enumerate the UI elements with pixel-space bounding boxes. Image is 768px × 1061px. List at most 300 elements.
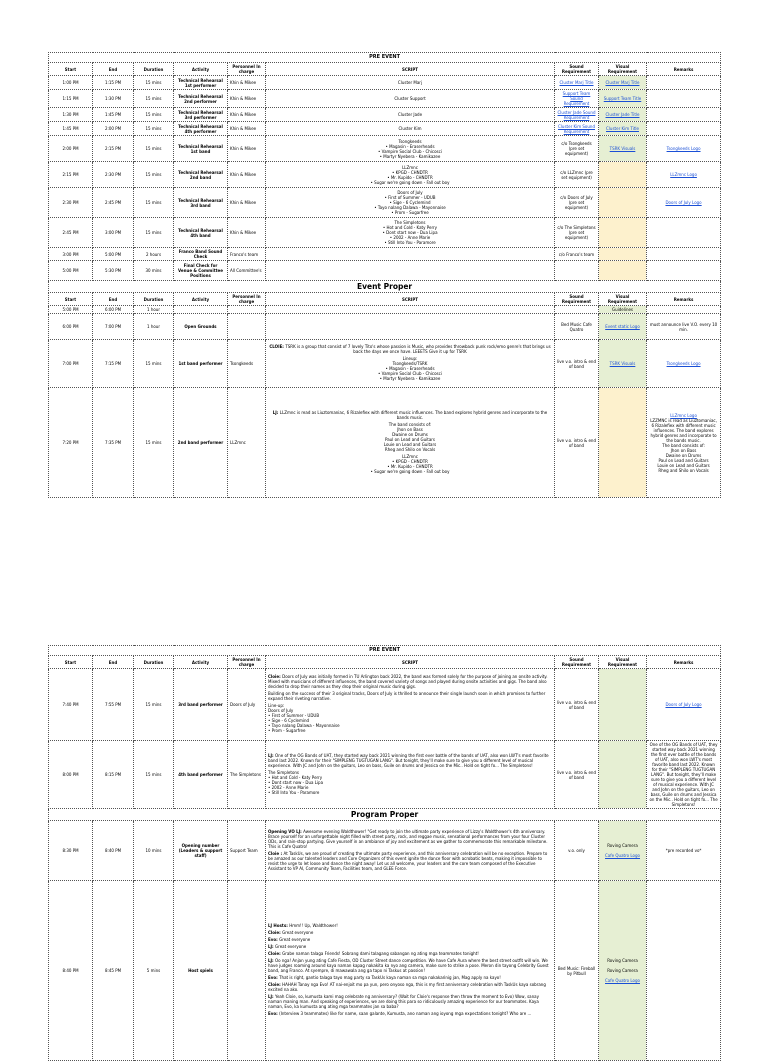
table-row bbox=[49, 314, 721, 340]
sound-cell bbox=[555, 261, 599, 281]
speaker-label: Cloie: bbox=[268, 930, 283, 936]
script-cell bbox=[266, 218, 555, 248]
speaker-label: Cloie: bbox=[268, 951, 283, 957]
cell-line: 15 mins bbox=[145, 146, 162, 151]
remarks-link[interactable]: LLZmnc Logo bbox=[670, 172, 697, 177]
remarks-cell bbox=[647, 340, 721, 388]
script-line: Doors of July bbox=[268, 708, 294, 713]
duration-cell bbox=[134, 108, 174, 122]
visual-link[interactable]: TSRK Visuals bbox=[609, 146, 636, 151]
speaker-label: LJ Hosts: bbox=[268, 923, 290, 929]
start-time-cell bbox=[49, 76, 93, 90]
script-paragraph bbox=[268, 944, 552, 949]
column-header: Sound Requirement bbox=[555, 656, 599, 669]
sound-cell bbox=[555, 248, 599, 261]
activity-cell bbox=[174, 218, 228, 248]
script-paragraph bbox=[268, 982, 552, 992]
cell-line: • Sugar we're going down - Fall out boy bbox=[370, 179, 450, 185]
cell-line: 15 mins bbox=[145, 702, 162, 707]
script-line: • 2002 - Anne Marie bbox=[268, 784, 309, 790]
link-text[interactable]: Cluster Jade Sound Requirement bbox=[557, 109, 596, 120]
script-line: Louie on Lead and Guitars bbox=[383, 441, 437, 447]
cell-line: Khin & Mikee bbox=[230, 172, 257, 177]
cell-line: 1:15 PM bbox=[104, 80, 122, 85]
link-text[interactable]: Cluster Kim Sound Requirement bbox=[558, 123, 595, 134]
remarks-text: The band consists of: bbox=[662, 442, 705, 448]
activity-cell bbox=[174, 314, 228, 340]
script-paragraph bbox=[268, 691, 552, 701]
cell-line: 2 hours bbox=[145, 251, 162, 257]
sound-cell bbox=[555, 90, 599, 108]
sound-cell bbox=[555, 388, 599, 498]
remarks-cell bbox=[647, 122, 721, 136]
event-proper-row bbox=[49, 281, 721, 293]
cell-line: 15 mins bbox=[145, 112, 162, 117]
link-text[interactable]: Cluster Marj Title bbox=[559, 80, 594, 85]
cell-line: 6:00 PM bbox=[62, 324, 79, 330]
remarks-link[interactable]: Doors of July Logo bbox=[665, 702, 702, 707]
remarks-cell bbox=[647, 248, 721, 261]
personnel-cell bbox=[228, 881, 266, 1061]
visual-cell bbox=[599, 821, 647, 881]
visual-link[interactable]: Cluster Jade Title bbox=[605, 112, 640, 117]
remarks-text: Paul on Lead and Guitars bbox=[658, 457, 709, 463]
start-time-cell bbox=[49, 340, 93, 388]
column-header: SCRIPT bbox=[266, 656, 555, 669]
visual-link[interactable]: Cluster Marj Title bbox=[605, 80, 640, 85]
script-line: Paul on Lead and Guitars bbox=[384, 436, 436, 442]
remarks-cell bbox=[647, 108, 721, 122]
script-paragraph bbox=[268, 994, 552, 1009]
duration-cell bbox=[134, 881, 174, 1061]
end-time-cell bbox=[93, 388, 134, 498]
visual-link[interactable]: Event static Logo bbox=[605, 324, 640, 330]
visual-text: Roving Camera bbox=[607, 968, 638, 974]
script-line: • First of Summer - UDUB bbox=[268, 713, 320, 718]
cell-line: 3rd band performer bbox=[178, 702, 223, 707]
start-time-cell bbox=[49, 388, 93, 498]
end-time-cell bbox=[93, 881, 134, 1061]
cell-line: Khin & Mikee bbox=[230, 96, 257, 101]
script-paragraph bbox=[268, 1011, 552, 1016]
end-time-cell bbox=[93, 136, 134, 162]
table-row bbox=[49, 248, 721, 261]
visual-cell bbox=[599, 306, 647, 314]
visual-cell bbox=[599, 136, 647, 162]
table-row bbox=[49, 881, 721, 1061]
personnel-cell bbox=[228, 388, 266, 498]
script-cell bbox=[266, 90, 555, 108]
remarks-cell bbox=[647, 314, 721, 340]
personnel-cell bbox=[228, 821, 266, 881]
duration-cell bbox=[134, 821, 174, 881]
cell-line: 1:00 PM bbox=[62, 80, 79, 85]
cell-line: 2:45 PM bbox=[104, 200, 122, 205]
cell-line: 10 mins bbox=[145, 848, 162, 854]
script-line: The Simpletons bbox=[268, 769, 300, 775]
cell-line: • Hot and Cold - Katy Perry bbox=[382, 225, 438, 230]
cell-line: 5:30 PM bbox=[104, 268, 122, 273]
remarks-cell bbox=[647, 306, 721, 314]
activity-cell bbox=[174, 821, 228, 881]
start-time-cell bbox=[49, 162, 93, 188]
remarks-cell bbox=[647, 261, 721, 281]
duration-cell bbox=[134, 188, 174, 218]
cell-line: Technical Rehearsal 3rd band bbox=[178, 197, 223, 208]
script-cell bbox=[266, 122, 555, 136]
cell-line: • KPGD - CHNDTR bbox=[392, 169, 428, 175]
remarks-link[interactable]: Doors of July Logo bbox=[665, 200, 702, 205]
remarks-cell bbox=[647, 669, 721, 741]
script-paragraph bbox=[268, 454, 552, 474]
start-time-cell bbox=[49, 248, 93, 261]
script-line: Lineup: bbox=[402, 356, 418, 362]
script-cell bbox=[266, 821, 555, 881]
sound-cell bbox=[555, 122, 599, 136]
cell-line: Tsongkeeds bbox=[398, 138, 422, 144]
cell-line: Bed Music: Fireball by Pitbull bbox=[557, 965, 596, 976]
start-time-cell bbox=[49, 881, 93, 1061]
end-time-cell bbox=[93, 90, 134, 108]
start-time-cell bbox=[49, 218, 93, 248]
speaker-label: Cloie : bbox=[268, 850, 284, 856]
cell-line: 1:45 PM bbox=[62, 126, 79, 131]
speaker-label: Evo: bbox=[268, 937, 280, 943]
script-cell bbox=[266, 162, 555, 188]
remarks-link[interactable]: LLZmnc Logo bbox=[670, 412, 697, 418]
cell-line: Khin & Mikee bbox=[230, 112, 257, 117]
cell-line: Technical Rehearsal 3rd performer bbox=[178, 109, 223, 120]
cell-line: Cluster Support bbox=[394, 96, 426, 101]
cell-line: 15 mins bbox=[145, 200, 162, 205]
start-time-cell bbox=[49, 261, 93, 281]
visual-link[interactable]: TSRK Visuals bbox=[609, 361, 636, 367]
script-paragraph bbox=[268, 753, 552, 768]
visual-cell bbox=[599, 108, 647, 122]
cell-line: • Mr. Kupido - CHNDTR bbox=[387, 174, 433, 180]
column-header: SCRIPT bbox=[266, 63, 555, 76]
cell-line: Technical Rehearsal 2nd band bbox=[178, 169, 223, 180]
remarks-text: One of the OG Bands of UAT, they started way back 2021 winning the first ever battle of the bands of UAT, also won LWT's most favorite band last 2022. Known for their "SIMPLENG TUGTUGAN LANG". But tonight, they'll make sure to give you a different level of musical experience. With JC and John on the guitars, Leo on bass, Guile on drums and Jessica on the Mic.. Hold on tight fo... The Simpletons! bbox=[649, 742, 718, 807]
program-proper-row bbox=[49, 809, 721, 821]
table-row bbox=[49, 218, 721, 248]
cell-line: Open Grounds bbox=[184, 324, 217, 330]
visual-cell bbox=[599, 314, 647, 340]
cell-line: 1 hour bbox=[147, 324, 160, 330]
end-time-cell bbox=[93, 76, 134, 90]
table-row bbox=[49, 188, 721, 218]
column-header: Activity bbox=[174, 63, 228, 76]
script-line: One of the OG Bands of UAT, they started way back 2021 winning the first ever battle of the bands of UAT, also won LWT's most favorite band last 2022. Known for their "SIMPLENG TUGTUGAN LANG". But tonight, they'll make sure to give you a different level of musical experience. With JC and John on the guitars, Leo on bass, Guile on drums and Jessica on the Mic.. Hold on tight fo... The Simpletons! bbox=[268, 752, 549, 768]
speaker-label: LJ: bbox=[268, 958, 276, 964]
cell-line: Bed Music Cafe Quatro bbox=[561, 321, 592, 332]
sound-cell bbox=[555, 821, 599, 881]
end-time-cell bbox=[93, 248, 134, 261]
activity-cell bbox=[174, 741, 228, 809]
remarks-cell bbox=[647, 90, 721, 108]
script-line: Doors of July was initially formed in TU Arlington back 2022, the band was formed solely for the purpose of joining an onsite activity. Mixed with musicians of different influences, the band covered variety of songs and played during onsite activities and gigs. The band also decided to drop their names as they drop their original music during gigs. bbox=[268, 674, 548, 689]
cell-line: 15 mins bbox=[145, 80, 162, 85]
cell-line: • Still Into You - Paramore bbox=[384, 240, 436, 245]
table-row bbox=[49, 741, 721, 809]
personnel-cell bbox=[228, 90, 266, 108]
personnel-cell bbox=[228, 261, 266, 281]
remarks-link[interactable]: Tsongkeeds Logo bbox=[666, 361, 701, 367]
remarks-cell bbox=[647, 388, 721, 498]
cell-line: Technical Rehearsal 2nd performer bbox=[178, 93, 223, 104]
cell-line: • Vampire Social Club - Chicosci bbox=[378, 148, 442, 154]
cell-line: Tsongkeeds bbox=[230, 361, 254, 367]
script-paragraph bbox=[268, 851, 552, 871]
cell-line: 3:00 PM bbox=[62, 251, 79, 257]
duration-cell bbox=[134, 261, 174, 281]
table-row bbox=[49, 388, 721, 498]
cell-line: Technical Rehearsal 4th performer bbox=[178, 123, 223, 134]
duration-cell bbox=[134, 340, 174, 388]
link-text[interactable]: Support Team Sound Requirement bbox=[562, 91, 591, 106]
cell-line: c/o Doors of July (pre set equipment) bbox=[560, 195, 593, 210]
remarks-cell bbox=[647, 821, 721, 881]
script-line: Awesome evening Waldthower! "Get ready to join the ultimate party experience of Lizzy's Waldthower's 4th anniversary. Brace yourself for an unforgettable night filled with street party, rock, and reggae music, sensational performances from your four Cluster ODs, and rain-stop partying. Give yourself in an ambiance of joy and excitement as we gather to commemorate this remarkable milestone. This is Cafe Quatro! bbox=[268, 828, 548, 849]
script-line: Dwaine on Drums bbox=[392, 431, 428, 437]
script-paragraph bbox=[268, 770, 552, 795]
cell-line: 4th band performer bbox=[178, 772, 223, 777]
personnel-cell bbox=[228, 218, 266, 248]
start-time-cell bbox=[49, 314, 93, 340]
column-header: Remarks bbox=[647, 656, 721, 669]
activity-cell bbox=[174, 306, 228, 314]
activity-cell bbox=[174, 881, 228, 1061]
start-time-cell bbox=[49, 122, 93, 136]
cell-line: 2:00 PM bbox=[104, 126, 122, 131]
remarks-link[interactable]: Tsongkeeds Logo bbox=[666, 146, 701, 151]
schedule-sheet-2 bbox=[48, 645, 720, 1061]
cell-line: The Simpletons bbox=[230, 772, 262, 777]
header-row bbox=[49, 656, 721, 669]
duration-cell bbox=[134, 306, 174, 314]
column-header: Visual Requirement bbox=[599, 293, 647, 306]
visual-cell bbox=[599, 188, 647, 218]
remarks-cell bbox=[647, 162, 721, 188]
cell-line: Final Check for Venue & Committee Positions bbox=[178, 263, 223, 278]
start-time-cell bbox=[49, 108, 93, 122]
cell-line: 7:00 PM bbox=[62, 361, 79, 367]
visual-cell bbox=[599, 741, 647, 809]
personnel-cell bbox=[228, 741, 266, 809]
visual-cell bbox=[599, 669, 647, 741]
duration-cell bbox=[134, 162, 174, 188]
script-paragraph bbox=[268, 829, 552, 849]
script-cell bbox=[266, 881, 555, 1061]
script-line: • Sugar we're going down - Fall out boy bbox=[370, 468, 450, 474]
script-cell bbox=[266, 340, 555, 388]
column-header: Visual Requirement bbox=[599, 63, 647, 76]
table-row bbox=[49, 136, 721, 162]
cell-line: • Martyr Nyebera - Kamikazee bbox=[379, 153, 441, 159]
cell-line: 8:15 PM bbox=[104, 772, 122, 777]
script-line: Tsongkeeds/TSRK bbox=[392, 361, 428, 367]
visual-cell bbox=[599, 122, 647, 136]
cell-line: The Simpletons bbox=[394, 220, 426, 225]
speaker-label: Cloie: bbox=[268, 674, 283, 679]
duration-cell bbox=[134, 314, 174, 340]
sound-cell bbox=[555, 136, 599, 162]
script-line: TSRK is a group that consist of 7 lovely Tito's whose passion is Music, who provides throwback punk rock/emo genre's that brings us back the days we once have. LEEETS Give it up for TSRK bbox=[285, 344, 551, 355]
sound-cell bbox=[555, 188, 599, 218]
cell-line: All Committee's bbox=[230, 268, 262, 273]
end-time-cell bbox=[93, 162, 134, 188]
sound-cell bbox=[555, 108, 599, 122]
cell-line: 2:15 PM bbox=[104, 146, 122, 151]
section-title: Event Proper bbox=[49, 281, 721, 293]
cell-line: 7:00 PM bbox=[104, 324, 122, 330]
script-line: • Magasin - Eraserheads bbox=[385, 366, 435, 372]
script-cell bbox=[266, 261, 555, 281]
script-paragraph bbox=[268, 930, 552, 935]
remarks-cell bbox=[647, 136, 721, 162]
table-row bbox=[49, 76, 721, 90]
speaker-label: LJ: bbox=[272, 409, 280, 415]
script-line: Hmm!! Up, Waldthower! bbox=[289, 923, 338, 929]
sound-cell bbox=[555, 314, 599, 340]
end-time-cell bbox=[93, 218, 134, 248]
script-line: Grabe naman talaga Friends! Sobrang dami talagang sabangan ng ating mga teammates tonight! bbox=[282, 951, 479, 957]
script-paragraph bbox=[268, 958, 552, 973]
cell-line: 7:40 PM bbox=[62, 702, 79, 707]
sound-cell bbox=[555, 741, 599, 809]
script-line: • Still Into You - Paramore bbox=[268, 789, 320, 795]
cell-line: 15 mins bbox=[145, 361, 162, 367]
visual-link[interactable]: Cafe Quatro Logo bbox=[605, 978, 640, 984]
cell-line: 8:40 PM bbox=[62, 968, 79, 974]
cell-line: Khin & Mikee bbox=[230, 126, 257, 131]
personnel-cell bbox=[228, 122, 266, 136]
personnel-cell bbox=[228, 669, 266, 741]
cell-line: Technical Rehearsal 1st performer bbox=[178, 77, 223, 88]
script-cell bbox=[266, 76, 555, 90]
duration-cell bbox=[134, 741, 174, 809]
column-header: Personnel In charge bbox=[228, 656, 266, 669]
script-line: Great everyone bbox=[282, 930, 314, 936]
column-header: End bbox=[93, 656, 134, 669]
cell-line: 2:30 PM bbox=[62, 200, 79, 205]
script-paragraph bbox=[268, 422, 552, 452]
remarks-cell bbox=[647, 76, 721, 90]
cell-line: live v.o. intro & end of band bbox=[557, 437, 596, 448]
script-line: • Dont start now - Dua Lipa bbox=[268, 779, 324, 785]
section-title: PRE EVENT bbox=[49, 646, 721, 656]
header-row bbox=[49, 293, 721, 306]
cell-line: • Dont start now - Dua Lipa bbox=[382, 230, 438, 235]
script-paragraph bbox=[268, 356, 552, 381]
activity-cell bbox=[174, 188, 228, 218]
remarks-text: must announce live V.O. every 10 min. bbox=[649, 321, 718, 332]
personnel-cell bbox=[228, 136, 266, 162]
duration-cell bbox=[134, 388, 174, 498]
column-header: SCRIPT bbox=[266, 293, 555, 306]
column-header: Start bbox=[49, 656, 93, 669]
end-time-cell bbox=[93, 314, 134, 340]
remarks-cell bbox=[647, 881, 721, 1061]
script-cell bbox=[266, 306, 555, 314]
cell-line: Khin & Mikee bbox=[230, 80, 257, 85]
header-row bbox=[49, 63, 721, 76]
script-line: LLZmnc bbox=[402, 453, 418, 459]
column-header: End bbox=[93, 293, 134, 306]
script-line: Great everyone bbox=[279, 937, 311, 943]
visual-cell bbox=[599, 261, 647, 281]
table-row bbox=[49, 90, 721, 108]
cell-line: 5:00 PM bbox=[104, 251, 122, 257]
script-line: Jhon on Bass bbox=[397, 426, 423, 432]
schedule-sheet-1 bbox=[48, 52, 720, 498]
cell-line: • 2002 - Anne Marie bbox=[389, 235, 431, 240]
duration-cell bbox=[134, 218, 174, 248]
activity-cell bbox=[174, 248, 228, 261]
column-header: Start bbox=[49, 63, 93, 76]
end-time-cell bbox=[93, 188, 134, 218]
sound-cell bbox=[555, 881, 599, 1061]
cell-line: Franco Band Sound Check bbox=[178, 249, 223, 259]
visual-link[interactable]: Cluster Kim Title bbox=[606, 126, 639, 131]
script-cell bbox=[266, 388, 555, 498]
duration-cell bbox=[134, 90, 174, 108]
column-header: Remarks bbox=[647, 293, 721, 306]
script-cell bbox=[266, 136, 555, 162]
table-row bbox=[49, 261, 721, 281]
visual-link[interactable]: Support Team Title bbox=[603, 96, 642, 101]
cell-line: Opening number (Leaders & support staff) bbox=[178, 843, 223, 859]
remarks-text: Jhon on Bass bbox=[670, 447, 697, 453]
script-paragraph bbox=[268, 937, 552, 942]
column-header: Activity bbox=[174, 656, 228, 669]
cell-line: 7:15 PM bbox=[104, 361, 122, 367]
start-time-cell bbox=[49, 669, 93, 741]
cell-line: 5 mins bbox=[146, 968, 161, 974]
column-header: Start bbox=[49, 293, 93, 306]
visual-cell bbox=[599, 162, 647, 188]
cell-line: 1:45 PM bbox=[104, 112, 122, 117]
script-line: • KPGD - CHNDTR bbox=[392, 458, 428, 464]
cell-line: Cluster Kim bbox=[398, 126, 422, 131]
cell-line: 1:30 PM bbox=[104, 96, 122, 101]
end-time-cell bbox=[93, 306, 134, 314]
activity-cell bbox=[174, 90, 228, 108]
script-paragraph bbox=[268, 674, 552, 689]
cell-line: LLZmnc bbox=[402, 164, 418, 170]
cell-line: Technical Rehearsal 4th band bbox=[178, 227, 223, 238]
cell-line: 3:00 PM bbox=[104, 230, 122, 235]
schedule-table-1 bbox=[48, 52, 721, 498]
visual-cell bbox=[599, 90, 647, 108]
column-header: Personnel In charge bbox=[228, 293, 266, 306]
personnel-cell bbox=[228, 162, 266, 188]
personnel-cell bbox=[228, 314, 266, 340]
pre-event-row bbox=[49, 53, 721, 63]
end-time-cell bbox=[93, 122, 134, 136]
cell-line: 15 mins bbox=[145, 126, 162, 131]
cell-line: c/o LLZmnc (pre set equipment) bbox=[560, 169, 593, 180]
cell-line: 8:00 PM bbox=[62, 772, 79, 777]
script-line: That is right, gantio talaga tayo mag party sa TaskUs kaya naman sa mga nakakarinig jan, Mag apply na kayo! bbox=[279, 975, 501, 981]
table-row bbox=[49, 122, 721, 136]
visual-link[interactable]: Cafe Quatro Logo bbox=[605, 853, 640, 859]
script-line: At TaskUs, we are proud of creating the ultimate party experience, and this anniversary celebration will be no exception. Prepare to be amazed as our talented leaders and Core Organizers of this event ignite the dance floor with acrobatic beats, making it impossible to resist the urge to let loose and dance the night away! Let us all welcome, your leaders and the core team composed of the Executive Assistant to VP AI, Community Team, Facilities team, and GLEE Force. bbox=[268, 850, 548, 871]
sound-cell bbox=[555, 306, 599, 314]
activity-cell bbox=[174, 122, 228, 136]
activity-cell bbox=[174, 136, 228, 162]
remarks-text: Rheg and Shilo on Vocals bbox=[658, 467, 709, 473]
